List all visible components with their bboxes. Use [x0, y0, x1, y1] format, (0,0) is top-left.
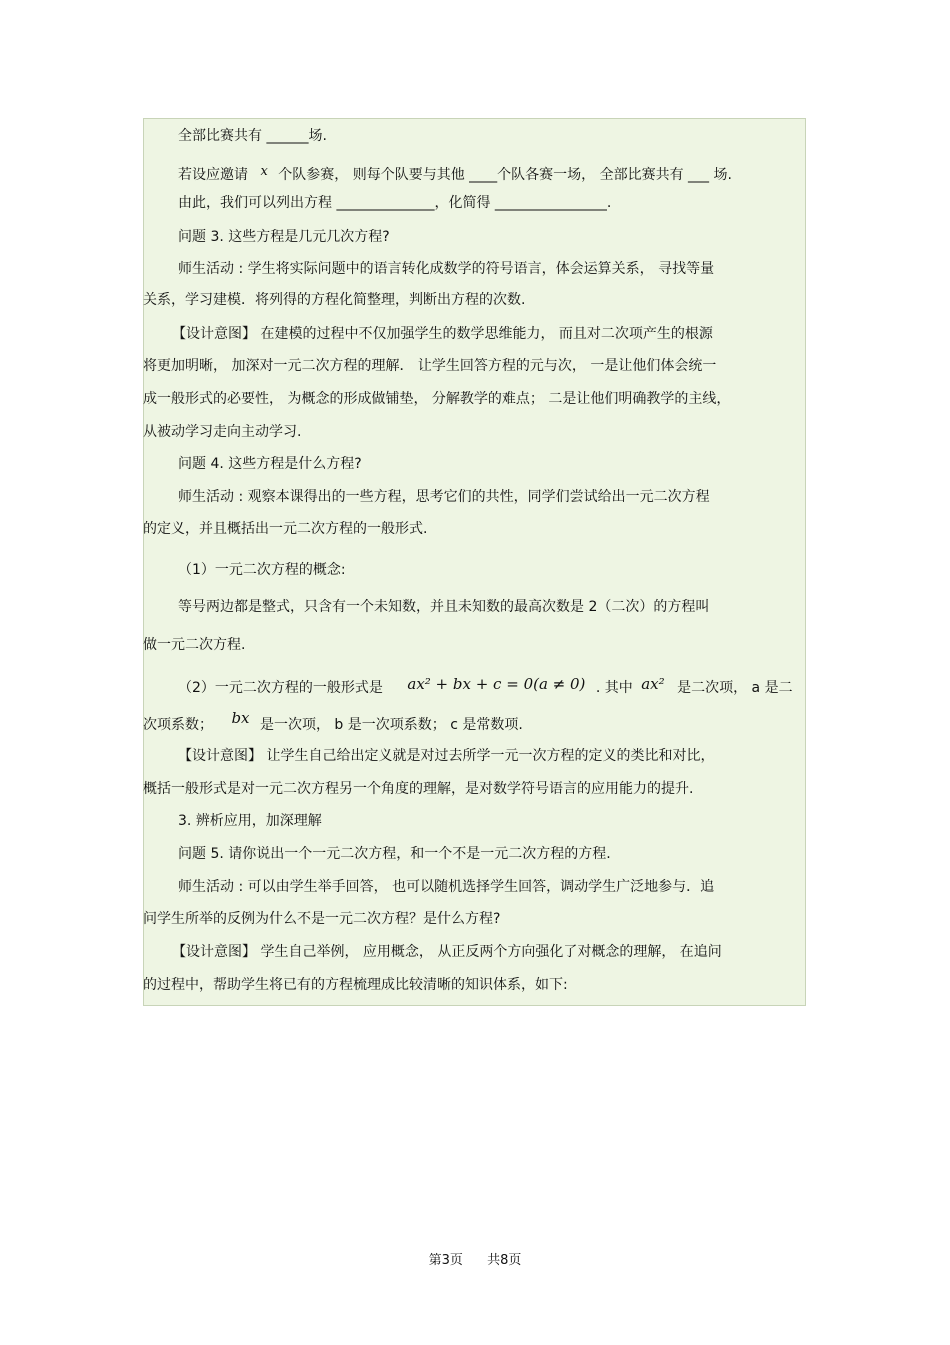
text-line: 问题 5. 请你说出一个一元二次方程，和一个不是一元二次方程的方程.: [178, 846, 611, 862]
page-footer: [0, 1249, 950, 1268]
text-line: 将更加明晰， 加深对一元二次方程的理解． 让学生回答方程的元与次， 一是让他们体会统一: [143, 358, 717, 374]
text-line: 问学生所举的反例为什么不是一元二次方程？是什么方程?: [143, 911, 501, 927]
text-line: 师生活动 : 可以由学生举手回答， 也可以随机选择学生回答，调动学生广泛地参与．追: [178, 879, 715, 895]
text-line: 从被动学习走向主动学习.: [143, 424, 302, 440]
text-line: 3. 辨析应用，加深理解: [178, 813, 322, 829]
general-form-formula: ax² + bx + c = 0(a ≠ 0): [407, 675, 586, 693]
text-line: 师生活动 : 学生将实际问题中的语言转化成数学的符号语言，体会运算关系， 寻找等量: [178, 261, 715, 277]
text-line: [178, 166, 732, 185]
variable-x: x: [260, 164, 268, 179]
text-segment: 若设应邀请: [178, 167, 248, 183]
text-line: 【设计意图】 学生自己举例， 应用概念， 从正反两个方向强化了对概念的理解， 在追问: [172, 944, 722, 960]
text-segment: （2）一元二次方程的一般形式是: [178, 680, 383, 696]
text-segment: 是二次项， a 是二: [677, 680, 793, 696]
text-line: 的定义，并且概括出一元二次方程的一般形式.: [143, 521, 428, 537]
text-line: [178, 675, 793, 697]
text-segment: 次项系数；: [143, 717, 213, 733]
text-line: 成一般形式的必要性， 为概念的形成做铺垫， 分解教学的难点； 二是让他们明确教学的主线，: [143, 391, 731, 407]
quadratic-term-formula: ax²: [641, 675, 665, 693]
text-segment: 个队参赛， 则每个队要与其他 ____个队各赛一场， 全部比赛共有 ___ 场.: [278, 167, 732, 183]
text-line: 做一元二次方程.: [143, 637, 246, 653]
text-line: （1）一元二次方程的概念:: [178, 562, 346, 578]
text-line: 由此，我们可以列出方程 ______________，化简得 ________________.: [178, 195, 612, 211]
text-line: 概括一般形式是对一元二次方程另一个角度的理解，是对数学符号语言的应用能力的提升.: [143, 781, 694, 797]
page-number: 第3页: [428, 1253, 463, 1268]
text-line: 等号两边都是整式，只含有一个未知数，并且未知数的最高次数是 2（二次）的方程叫: [178, 599, 710, 615]
text-line: 【设计意图】 让学生自己给出定义就是对过去所学一元一次方程的定义的类比和对比，: [178, 748, 715, 764]
text-line: 的过程中，帮助学生将已有的方程梳理成比较清晰的知识体系，如下:: [143, 977, 568, 993]
text-line: 关系，学习建模．将列得的方程化简整理，判断出方程的次数.: [143, 292, 526, 308]
text-line: 师生活动 : 观察本课得出的一些方程，思考它们的共性，同学们尝试给出一元二次方程: [178, 489, 710, 505]
text-segment: 是一次项， b 是一次项系数； c 是常数项.: [259, 717, 523, 733]
text-line: 全部比赛共有 ______场.: [178, 128, 327, 144]
page-total: 共8页: [487, 1253, 522, 1268]
text-line: 问题 4. 这些方程是什么方程?: [178, 456, 362, 472]
linear-term-formula: bx: [231, 709, 250, 727]
text-line: [143, 709, 523, 734]
text-line: 问题 3. 这些方程是几元几次方程?: [178, 229, 390, 245]
text-segment: . 其中: [595, 680, 633, 696]
text-line: 【设计意图】 在建模的过程中不仅加强学生的数学思维能力， 而且对二次项产生的根源: [172, 326, 713, 342]
